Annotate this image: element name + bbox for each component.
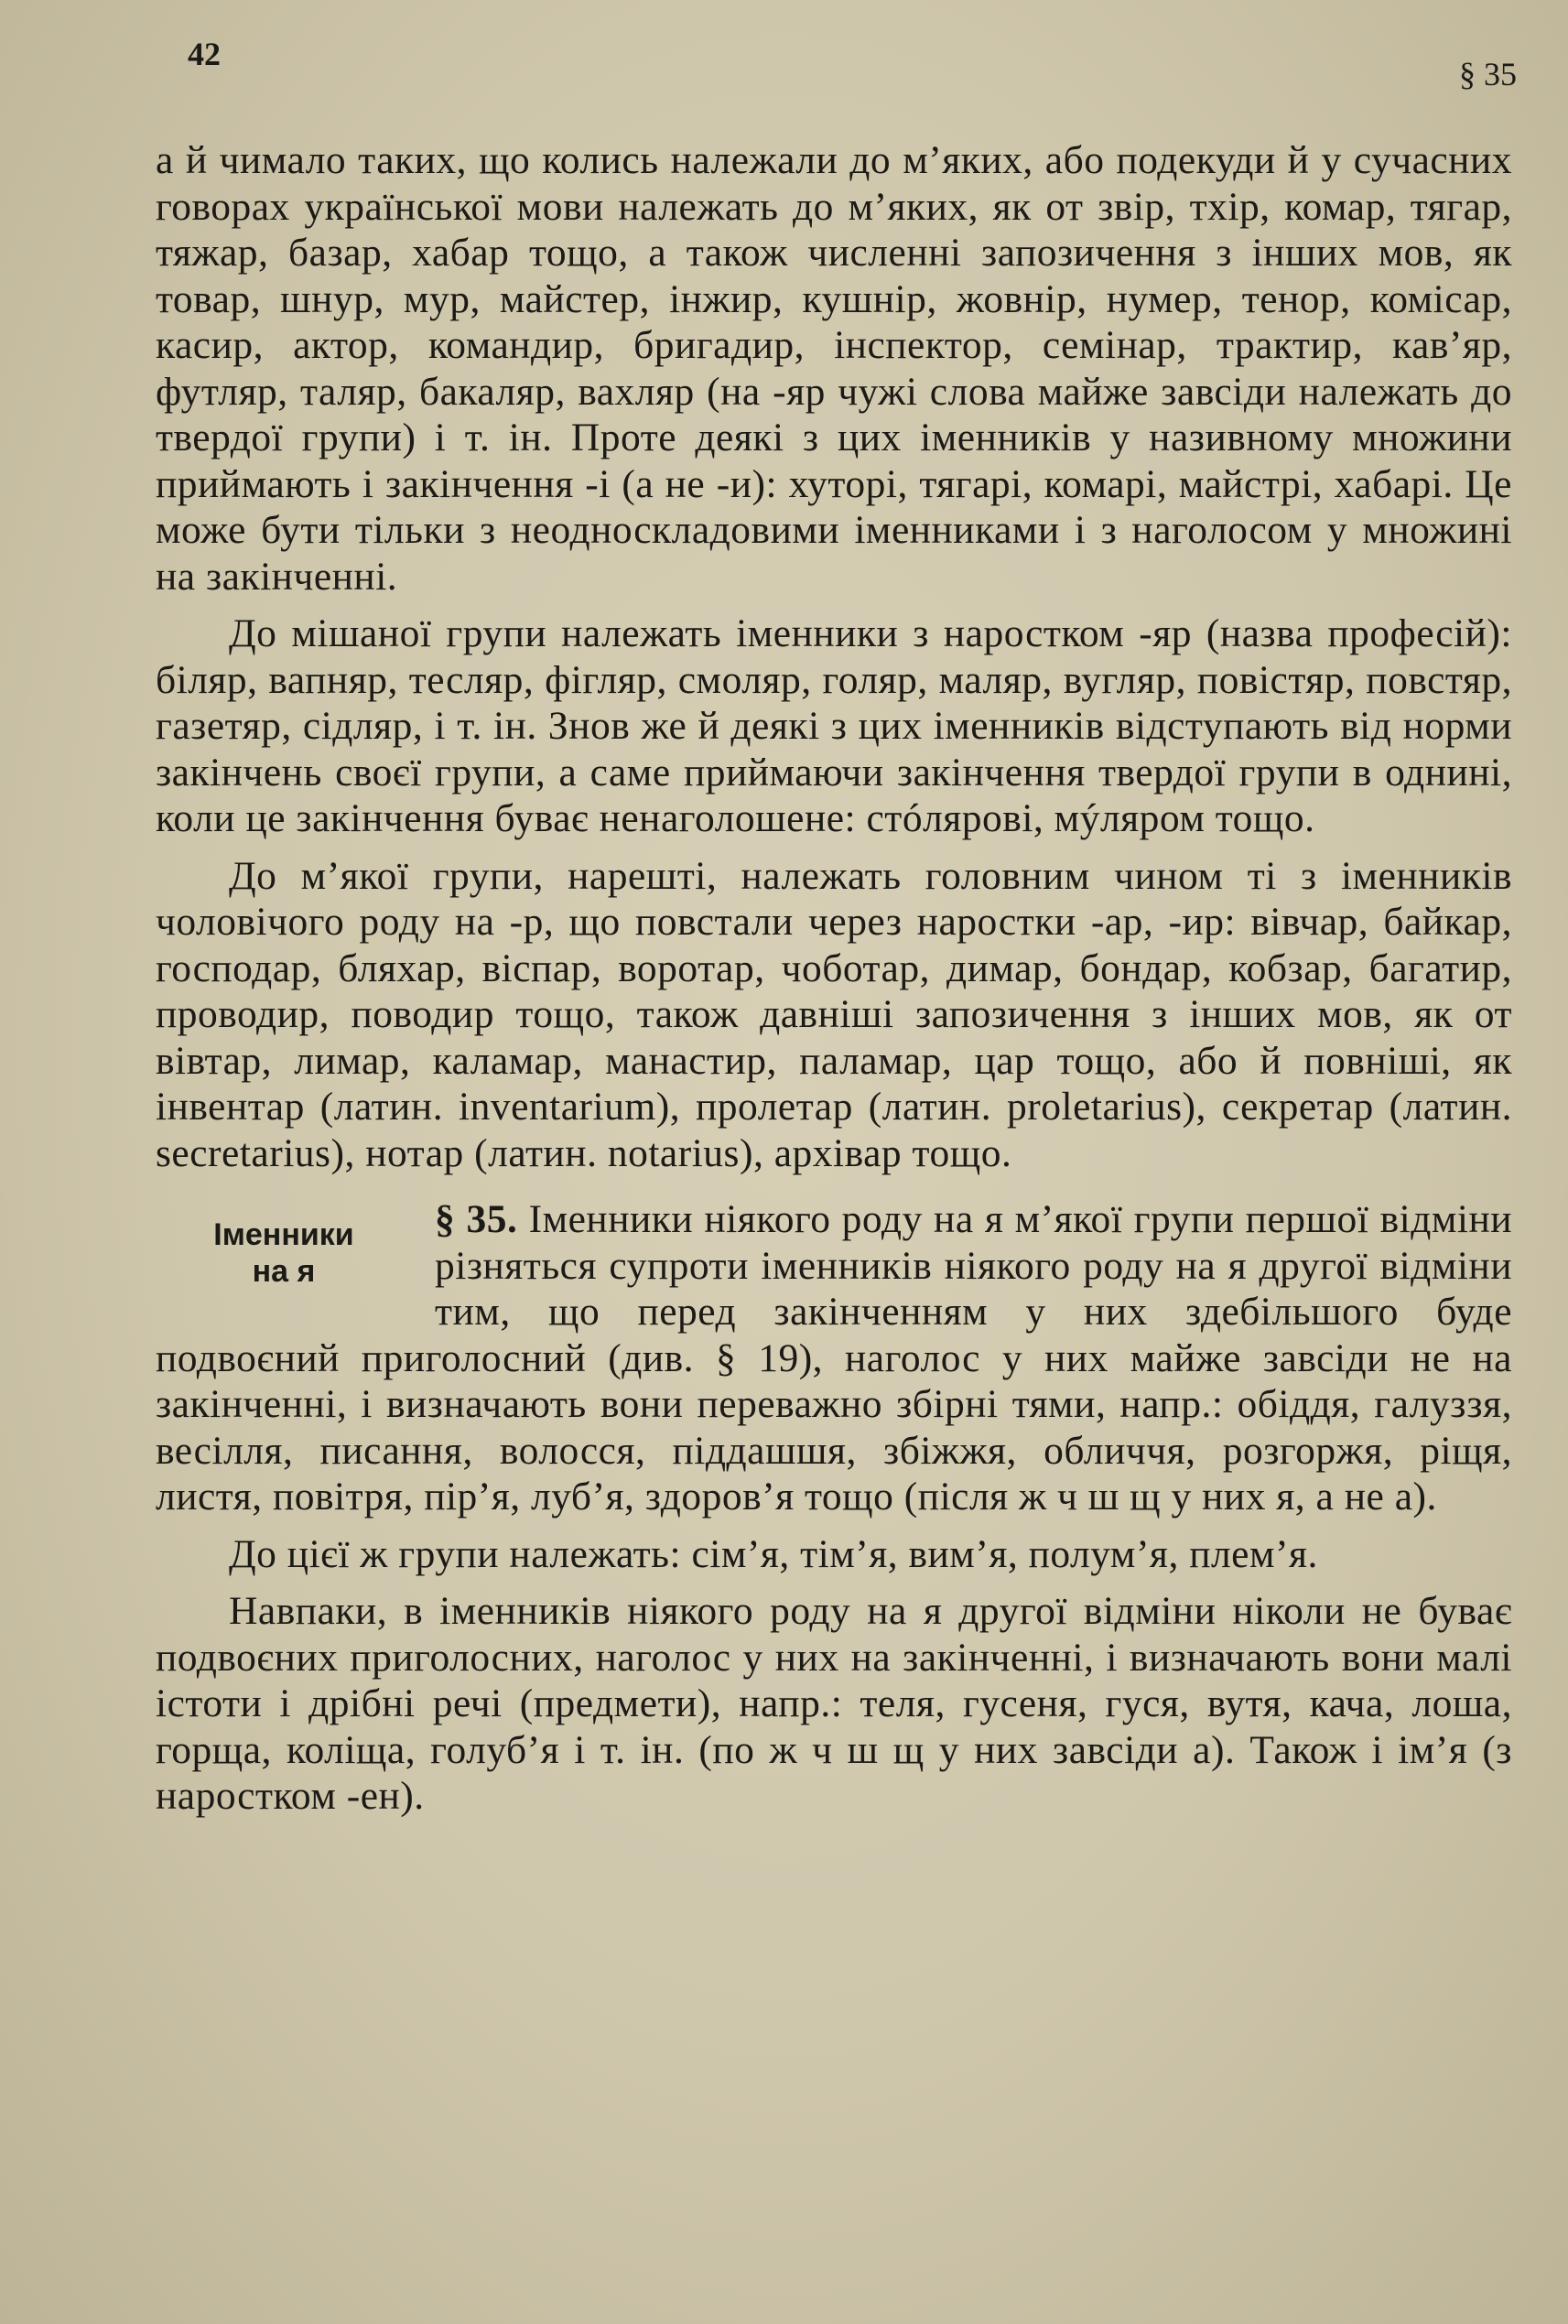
side-heading-line-1: Іменники (213, 1217, 354, 1252)
section-number: § 35. (435, 1197, 518, 1241)
paragraph-second-declension: Навпаки, в іменників ніякого роду на я другої відміни ніколи не буває подвоєних приголосних, наголос у них на закінченні, і визначають вони малі істоти і дрібні речі (предмети), напр.: теля, гусеня, гуся, вутя, кача, лоша, горща, коліща, голуб’я і т. ін. (по ж ч ш щ у них завсіди а). Також і ім’я (з наростком -ен). (156, 1589, 1512, 1818)
running-section-ref: § 35 (1459, 56, 1517, 92)
section-side-heading (192, 1216, 375, 1290)
section-35-text: Іменники ніякого роду на я м’якої групи першої відміни різняться супроти іменників ніякого роду на я другої відміни тим, що перед закінченням у них здебільшого буде подвоєний приголосний (див. § 19), наголос у них майже завсіди не на закінченні, і визначають вони переважно збірні тями, напр.: обіддя, галуззя, весілля, писання, волосся, піддашшя, збіжжя, обличчя, розгоржя, ріщя, листя, повітря, пір’я, луб’я, здоров’я тощо (після ж ч ш щ у них я, а не а). (156, 1197, 1513, 1519)
paragraph-mixed-group: До мішаної групи належать іменники з наростком -яр (назва професій): біляр, вапняр, тесляр, фігляр, смоляр, голяр, маляр, вугляр, повістяр, повстяр, газетяр, сідляр, і т. ін. Знов же й деякі з цих іменників відступають від норми закінчень своєї групи, а саме приймаючи закінчення твердої групи в однині, коли це закінчення буває ненаголошене: стóлярові, мýляром тощо. (156, 611, 1512, 840)
paragraph-same-group-list: До цієї ж групи належать: сім’я, тім’я, вим’я, полум’я, плем’я. (229, 1531, 1318, 1576)
section-35 (156, 1196, 1512, 1520)
paragraph-soft-group: До м’якої групи, нарешті, належать головним чином ті з іменників чоловічого роду на -р, що повстали через наростки -ар, -ир: вівчар, байкар, господар, бляхар, віспар, воротар, чоботар, димар, бондар, кобзар, багатир, проводир, поводир тощо, також давніші запозичення з інших мов, як от вівтар, лимар, каламар, манастир, паламар, цар тощо, або й повніші, як інвентар (латин. inventarium), пролетар (латин. proletarius), секретар (латин. secretarius), нотар (латин. notarius), архівар тощо. (156, 853, 1512, 1175)
page-number: 42 (188, 36, 221, 72)
page-body (156, 137, 1512, 1831)
paragraph-hard-group-continuation: а й чимало таких, що колись належали до м’яких, або подекуди й у сучасних говорах української мови належать до м’яких, як от звір, тхір, комар, тягар, тяжар, базар, хабар тощо, а також численні запозичення з інших мов, як товар, шнур, мур, майстер, інжир, кушнір, жовнір, нумер, тенор, комісар, касир, актор, командир, бригадир, інспектор, семінар, трактир, кав’яр, футляр, таляр, бакаляр, вахляр (на -яр чужі слова майже завсіди належать до твердої групи) і т. ін. Проте деякі з цих іменників у називному множини приймають і закінчення -і (а не -и): хуторі, тягарі, комарі, майстрі, хабарі. Це може бути тільки з неодноскладовими іменниками і з наголосом у множині на закінченні. (156, 138, 1512, 599)
side-heading-line-2: на я (252, 1254, 316, 1289)
